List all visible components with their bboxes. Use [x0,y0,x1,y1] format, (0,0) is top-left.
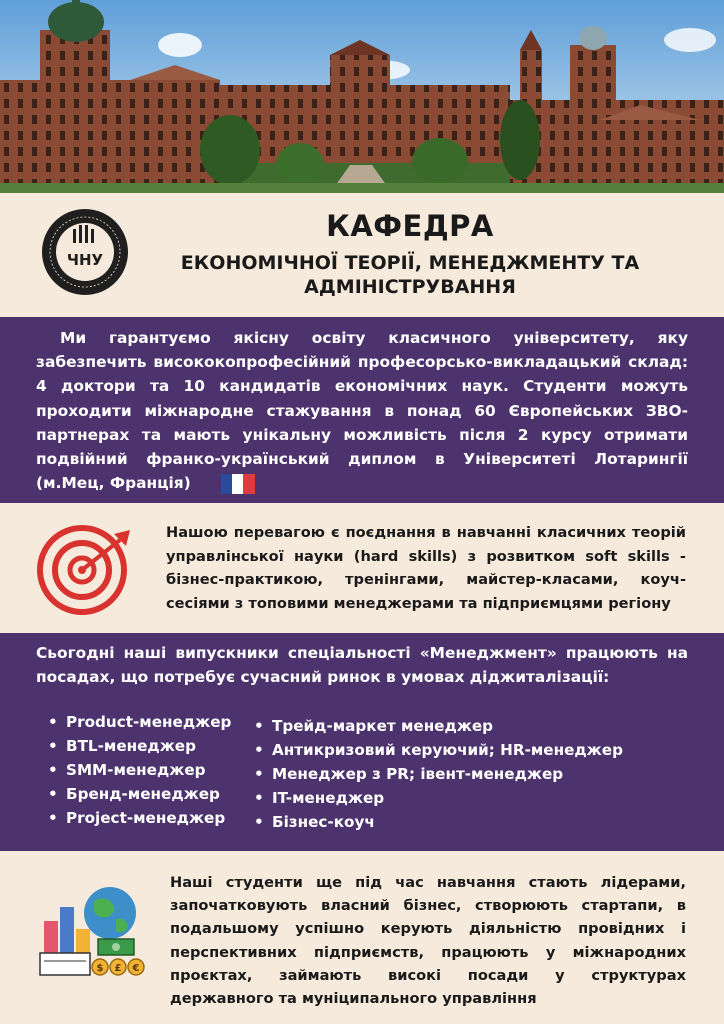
list-item: • Project-менеджер [46,806,231,830]
header [0,193,724,317]
svg-text:$: $ [96,963,104,974]
intro-text: Ми гарантуємо якісну освіту класичного університету, яку забезпечить висококопрофесійний професорсько-викладацький склад: 4 доктори та 10 кандидатів економічних наук. Студенти можуть проходити міжнародне стажування в понад 60 Європейських ЗВО-партнерах та мають унікальну можливість після 2 курсу отримати подвійний франко-український диплом в Університеті Лотарингії (м.Мец, Франція) [36,329,688,493]
graduates-intro: Сьогодні наші випускники спеціальності «Менеджмент» працюють на посадах, що потребує сучасний ринок в умовах діджиталізації: [36,644,688,686]
jobs-list-right [252,714,623,834]
list-item: • Трейд-маркет менеджер [252,714,623,738]
page-title: КАФЕДРА [326,209,494,243]
list-item: • Бренд-менеджер [46,782,231,806]
growth-chart-icon [38,883,150,983]
list-item: • IT-менеджер [252,786,623,810]
advantage-section [0,503,724,633]
students-section [0,851,724,1024]
list-item: • Product-менеджер [46,710,231,734]
list-item: • Антикризовий керуючий; HR-менеджер [252,738,623,762]
target-icon [36,520,132,616]
logo-text: ЧНУ [66,251,104,269]
page-subtitle: ЕКОНОМІЧНОЇ ТЕОРІЇ, МЕНЕДЖМЕНТУ ТА АДМІНІСТРУВАННЯ [180,252,640,298]
france-flag-icon [197,474,231,494]
svg-text:€: € [132,963,140,974]
list-item: • BTL-менеджер [46,734,231,758]
intro-section [0,317,724,503]
university-photo [0,0,724,193]
svg-text:£: £ [114,963,122,974]
students-text: Наші студенти ще під час навчання стають лідерами, започатковують власний бізнес, створюють стартапи, в подальшому успішно керують діяльністю провідних і перспективних підприємств, працюють у міжнародних проєктах, займають високі посади у структурах державного та муніципального управління [170,874,686,1008]
list-item: • Бізнес-коуч [252,810,623,834]
list-item: • SMM-менеджер [46,758,231,782]
advantage-text: Нашою перевагою є поєднання в навчанні класичних теорій управлінської науки (hard skills) з розвитком soft skills - бізнес-практикою, тренінгами, майстер-класами, коуч-сесіями з топовими менеджерами та підприємцями регіону [166,524,686,612]
list-item: • Менеджер з PR; івент-менеджер [252,762,623,786]
intro-paragraph [36,326,688,495]
jobs-list-left [46,710,231,830]
university-logo [40,207,130,297]
